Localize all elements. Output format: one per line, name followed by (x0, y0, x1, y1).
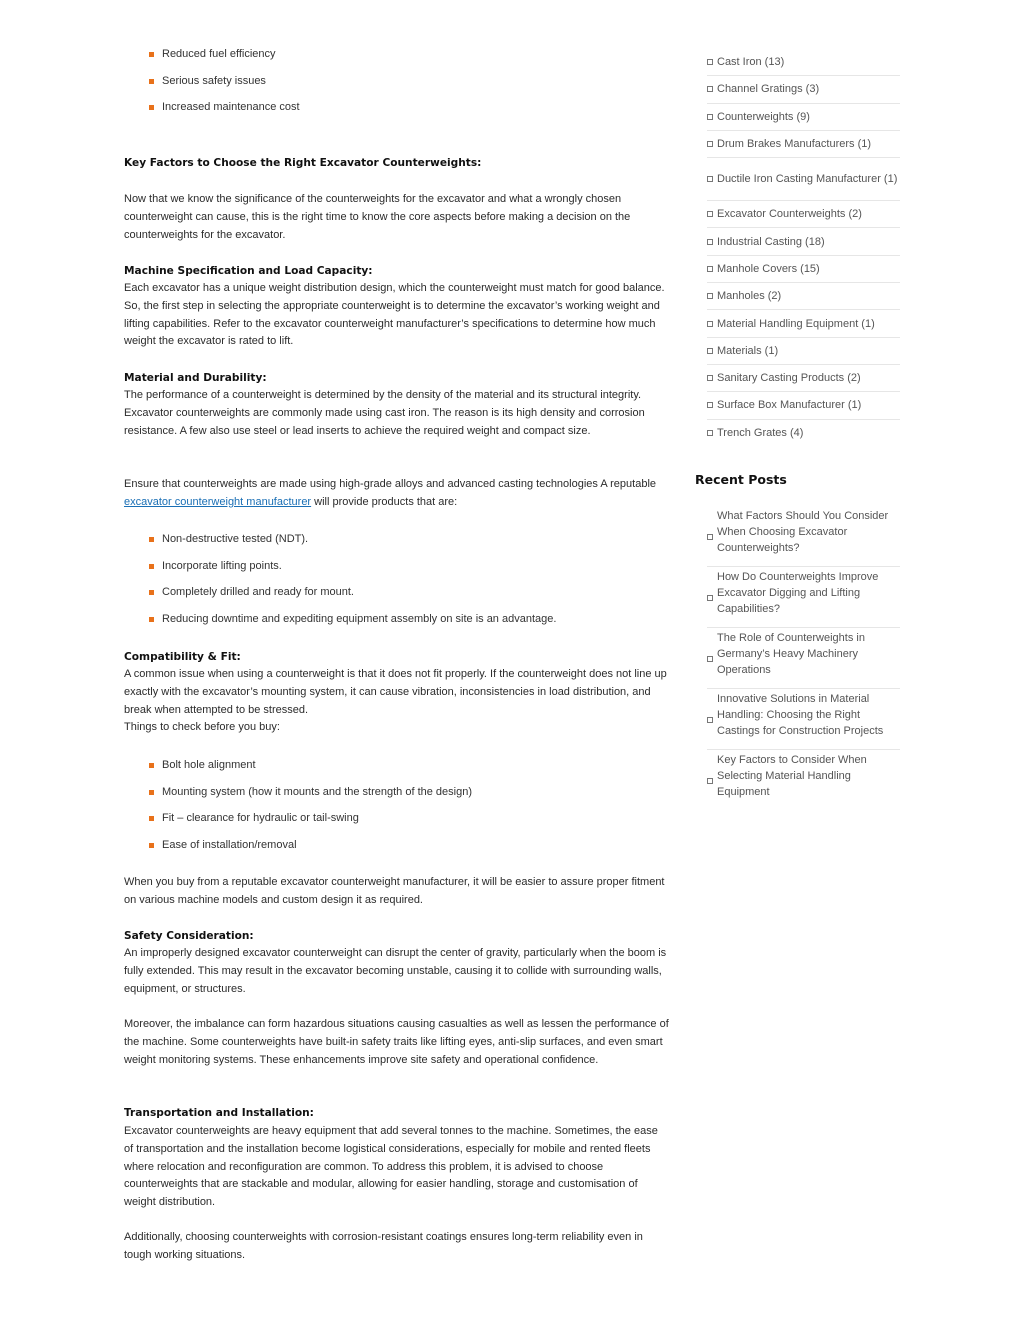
list-item: Ease of installation/removal (149, 837, 669, 864)
recent-posts-heading: Recent Posts (695, 472, 787, 487)
recent-post-link[interactable]: How Do Counterweights Improve Excavator Digging and Lifting Capabilities? (717, 571, 879, 616)
square-bullet-icon (707, 321, 713, 327)
category-item[interactable] (707, 420, 900, 446)
recent-post-item[interactable] (707, 630, 900, 689)
category-item[interactable] (707, 131, 900, 158)
list-item: Fit – clearance for hydraulic or tail-swing (149, 810, 669, 837)
compatibility-heading: Compatibility & Fit: (124, 651, 241, 663)
additionally-paragraph: Additionally, choosing counterweights with corrosion-resistant coatings ensures long-term reliability even in tough working situations. (124, 1231, 643, 1261)
category-label[interactable]: Manholes (2) (717, 290, 782, 303)
square-bullet-icon (707, 86, 713, 92)
safety-paragraph: An improperly designed excavator counterweight can disrupt the center of gravity, particularly when the boom is fully extended. This may result in the excavator becoming unstable, causing it to collide with surrounding walls, equipment, or structures. (124, 947, 667, 995)
square-bullet-icon (707, 211, 713, 217)
category-item[interactable] (707, 338, 900, 365)
category-item[interactable] (707, 392, 900, 419)
square-bullet-icon (707, 778, 713, 784)
ensure-text-end: will provide products that are: (311, 495, 458, 508)
list-item: Bolt hole alignment (149, 757, 669, 784)
category-label[interactable]: Ductile Iron Casting Manufacturer (1) (717, 173, 898, 186)
square-bullet-icon (707, 239, 713, 245)
recent-post-link[interactable]: Innovative Solutions in Material Handling: Choosing the Right Castings for Construction Projects (717, 693, 884, 738)
machine-spec-heading: Machine Specification and Load Capacity: (124, 265, 373, 277)
compatibility-paragraph (124, 666, 670, 737)
category-item[interactable] (707, 310, 900, 337)
checklist (124, 757, 669, 863)
category-item[interactable] (707, 256, 900, 283)
category-label[interactable]: Materials (1) (717, 344, 779, 357)
category-item[interactable] (707, 283, 900, 310)
category-item[interactable] (707, 228, 900, 255)
square-bullet-icon (707, 114, 713, 120)
square-bullet-icon (707, 534, 713, 540)
category-label[interactable]: Channel Gratings (3) (717, 83, 820, 96)
fitment-paragraph: When you buy from a reputable excavator counterweight manufacturer, it will be easier to assure proper fitment on various machine models and custom design it as required. (124, 876, 665, 906)
square-bullet-icon (707, 595, 713, 601)
checklist-intro: Things to check before you buy: (124, 721, 280, 734)
square-bullet-icon (707, 656, 713, 662)
list-item: Mounting system (how it mounts and the strength of the design) (149, 784, 669, 811)
category-label[interactable]: Industrial Casting (18) (717, 235, 825, 248)
category-label[interactable]: Excavator Counterweights (2) (717, 208, 862, 221)
square-bullet-icon (707, 430, 713, 436)
machine-spec-paragraph: Each excavator has a unique weight distribution design, which the counterweight must match for good balance. So, the first step in selecting the appropriate counterweight is to determine the excavator’s working weight and lifting capabilities. Refer to the excavator counterweight manufacturer’s specifications to determine how much weight the excavator is rated to lift. (124, 282, 665, 348)
transport-heading: Transportation and Installation: (124, 1107, 314, 1119)
material-heading: Material and Durability: (124, 372, 267, 384)
category-item[interactable] (707, 49, 900, 76)
recent-post-link[interactable]: Key Factors to Consider When Selecting Material Handling Equipment (717, 754, 867, 799)
recent-post-item[interactable] (707, 508, 900, 567)
category-label[interactable]: Material Handling Equipment (1) (717, 317, 875, 330)
list-item: Reduced fuel efficiency (149, 46, 669, 73)
recent-post-item[interactable] (707, 569, 900, 628)
manufacturer-link[interactable]: excavator counterweight manufacturer (124, 495, 312, 508)
square-bullet-icon (707, 59, 713, 65)
recent-post-item[interactable] (707, 752, 900, 810)
compatibility-text: A common issue when using a counterweight is that it does not fit properly. If the counterweight does not line up exactly with the excavator’s mounting system, it can cause vibration, inconsistencies in load distribution, and break when attempted to be stressed. (124, 668, 667, 716)
list-item: Serious safety issues (149, 73, 669, 100)
material-paragraph: The performance of a counterweight is determined by the density of the material and its structural integrity. Excavator counterweights are commonly made using cast iron. The reason is its high density and corrosion resistance. A few also use steel or lead inserts to achieve the required weight and compact size. (124, 389, 645, 437)
categories-list (707, 49, 900, 446)
category-label[interactable]: Counterweights (9) (717, 110, 810, 123)
category-label[interactable]: Trench Grates (4) (717, 426, 804, 439)
category-label[interactable]: Cast Iron (13) (717, 56, 785, 69)
recent-post-item[interactable] (707, 691, 900, 750)
list-item: Completely drilled and ready for mount. (149, 584, 669, 611)
category-item[interactable] (707, 104, 900, 131)
category-label[interactable]: Manhole Covers (15) (717, 262, 820, 275)
safety-heading: Safety Consideration: (124, 930, 254, 942)
key-factors-heading: Key Factors to Choose the Right Excavator Counterweights: (124, 157, 482, 169)
square-bullet-icon (707, 717, 713, 723)
category-label[interactable]: Surface Box Manufacturer (1) (717, 399, 862, 412)
list-item: Reducing downtime and expediting equipment assembly on site is an advantage. (149, 611, 669, 638)
square-bullet-icon (707, 266, 713, 272)
square-bullet-icon (707, 293, 713, 299)
transport-paragraph: Excavator counterweights are heavy equipment that add several tonnes to the machine. Sometimes, the ease of transportation and the installation become logistical considerations, especially for mobile and rented fleets where relocation and reconfiguration are common. To address this problem, it is advised to choose counterweights that are stackable and modular, allowing for easier handling, storage and customisation of weight distribution. (124, 1125, 658, 1209)
category-item[interactable] (707, 365, 900, 392)
moreover-paragraph: Moreover, the imbalance can form hazardous situations causing casualties as well as lessen the performance of the machine. Some counterweights have built-in safety traits like lifting eyes, anti-slip surfaces, and even smart weight monitoring systems. These enhancements improve site safety and operational confidence. (124, 1018, 669, 1066)
ensure-text: Ensure that counterweights are made using high-grade alloys and advanced casting technologies A reputable (124, 478, 657, 490)
intro-paragraph: Now that we know the significance of the counterweights for the excavator and what a wrongly chosen counterweight can cause, this is the right time to know the core aspects before making a decision on the counterweights for the excavator. (124, 193, 631, 241)
category-item[interactable] (707, 76, 900, 103)
square-bullet-icon (707, 176, 713, 182)
consequences-list (124, 46, 669, 126)
square-bullet-icon (707, 375, 713, 381)
square-bullet-icon (707, 348, 713, 354)
category-label[interactable]: Drum Brakes Manufacturers (1) (717, 138, 872, 151)
list-item: Non-destructive tested (NDT). (149, 531, 669, 558)
list-item: Incorporate lifting points. (149, 558, 669, 585)
recent-post-link[interactable]: The Role of Counterweights in Germany’s Heavy Machinery Operations (717, 632, 865, 677)
recent-post-link[interactable]: What Factors Should You Consider When Choosing Excavator Counterweights? (717, 510, 889, 555)
list-item: Increased maintenance cost (149, 99, 669, 126)
recent-posts-list (707, 508, 900, 812)
ensure-paragraph (124, 476, 670, 512)
product-features-list (124, 531, 669, 637)
category-item[interactable] (707, 201, 900, 228)
category-item[interactable] (707, 158, 900, 201)
square-bullet-icon (707, 402, 713, 408)
square-bullet-icon (707, 141, 713, 147)
category-label[interactable]: Sanitary Casting Products (2) (717, 372, 861, 385)
